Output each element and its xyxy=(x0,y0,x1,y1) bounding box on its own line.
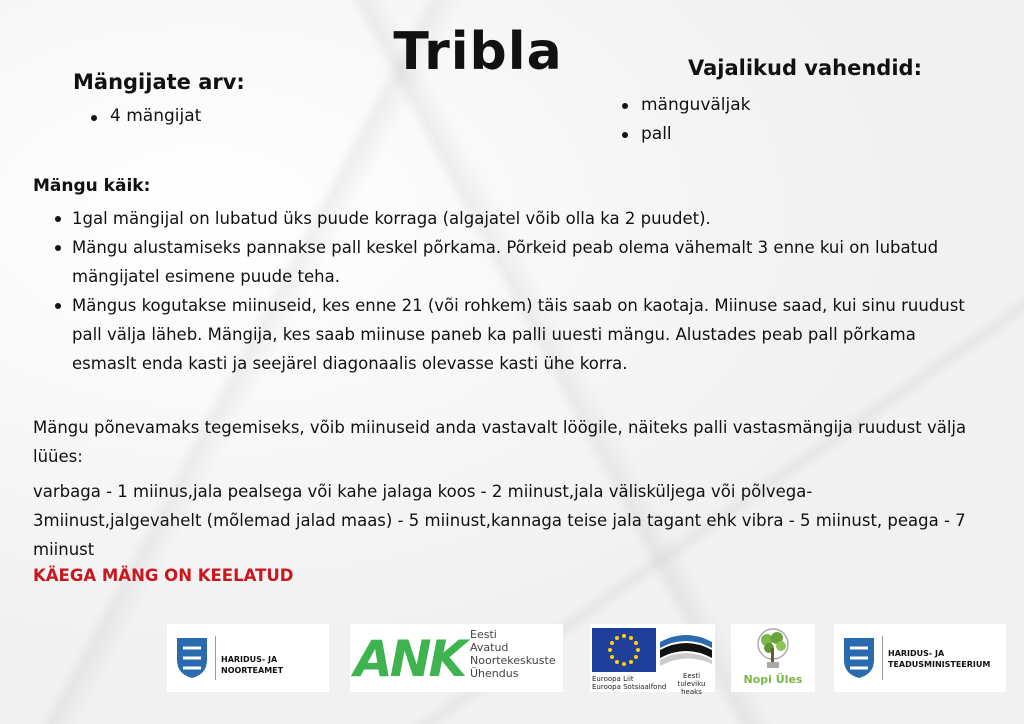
scoring-rules: varbaga - 1 miinus,jala pealsega või kahe jalaga koos - 2 miinust,jala välisküljega või põlvega- 3miinust,jalgevahelt (mõlemad jalad maas) - 5 miinust,kannaga teise jala tagant ehk vibra - 5 miinust, peaga - 7 miinust xyxy=(33,482,966,559)
players-heading: Mängijate arv: xyxy=(73,70,245,94)
logo-ank xyxy=(350,624,563,692)
course-heading: Mängu käik: xyxy=(33,176,151,196)
course-list xyxy=(52,204,982,378)
logo-nopi-yles xyxy=(731,624,815,692)
logo-eu-esf xyxy=(590,624,715,696)
nopi-label: Nopi Üles xyxy=(743,673,803,686)
ank-line: Noortekeskuste xyxy=(470,654,556,667)
htm-line: TEADUSMINISTEERIUM xyxy=(888,660,991,669)
list-item: pall xyxy=(619,120,751,149)
tree-bulb-icon xyxy=(743,626,803,672)
eu-flag-icon xyxy=(592,628,656,672)
list-item: 4 mängijat xyxy=(88,106,201,126)
ank-line: Ühendus xyxy=(470,667,519,680)
list-item: Mängus kogutakse miinuseid, kes enne 21 (või rohkem) täis saab on kaotaja. Miinuse saad, kui sinu ruudust pall välja läheb. Mängija, kes saab miinuse paneb ka palli uuesti mängu. Alustades peab pall põrkama esmaslt enda kasti ja seejärel diagonaalis olevasse kasti ühe korra. xyxy=(52,291,982,378)
ank-letters: ANK xyxy=(354,630,465,688)
ee-line: tuleviku heaks xyxy=(677,680,706,696)
list-item: mänguväljak xyxy=(619,91,751,120)
logo-htm xyxy=(834,624,1006,692)
ank-line: Avatud xyxy=(470,641,509,654)
scoring-intro: Mängu põnevamaks tegemiseks, võib miinuseid anda vastavalt löögile, näiteks palli vastasmängija ruudust välja lüües: xyxy=(33,418,967,466)
eu-line: Euroopa Sotsiaalfond xyxy=(592,683,667,691)
eu-line: Euroopa Liit xyxy=(592,675,634,683)
tools-heading: Vajalikud vahendid: xyxy=(688,56,922,80)
ank-line: Eesti xyxy=(470,628,497,641)
htm-line: HARIDUS- JA xyxy=(888,649,945,658)
players-list xyxy=(88,106,201,126)
list-item: Mängu alustamiseks pannakse pall keskel põrkama. Põrkeid peab olema vähemalt 3 enne kui on lubatud mängijatel esimene puude teha. xyxy=(52,233,982,291)
estonia-wave-icon xyxy=(658,628,714,670)
list-item: 1gal mängijal on lubatud üks puude korraga (algajatel võib olla ka 2 puudet). xyxy=(52,204,982,233)
divider xyxy=(882,636,883,680)
divider xyxy=(215,636,216,680)
crest-icon xyxy=(842,636,876,680)
warning-text: KÄEGA MÄNG ON KEELATUD xyxy=(33,566,294,585)
logo-haridus-noorteamet xyxy=(167,624,329,692)
haridus-noorteamet-label: HARIDUS- JA NOORTEAMET xyxy=(221,655,284,675)
page-title: Tribla xyxy=(393,22,563,82)
tools-list xyxy=(619,91,751,149)
crest-icon xyxy=(175,636,209,680)
ee-line: Eesti xyxy=(682,672,701,680)
